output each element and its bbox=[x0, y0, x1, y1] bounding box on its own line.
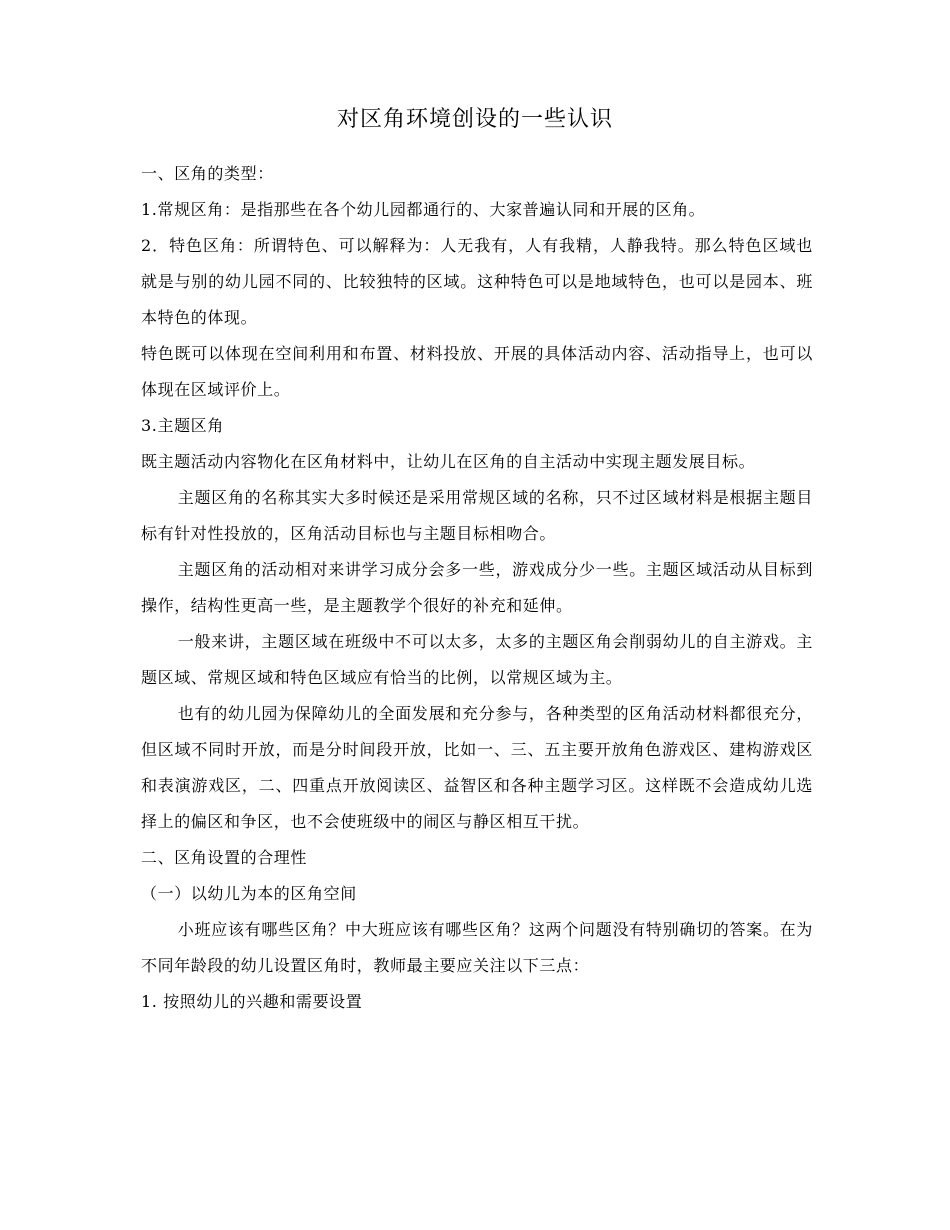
paragraph: 主题区角的活动相对来讲学习成分会多一些，游戏成分少一些。主题区域活动从目标到操作，结构性更高一些，是主题教学个很好的补充和延伸。 bbox=[141, 560, 813, 615]
document-title: 对区角环境创设的一些认识 bbox=[336, 107, 613, 132]
paragraph: 主题区角的名称其实大多时候还是采用常规区域的名称，只不过区域材料是根据主题目标有针对性投放的，区角活动目标也与主题目标相吻合。 bbox=[141, 488, 813, 543]
paragraph: 二、区角设置的合理性 bbox=[141, 848, 308, 867]
paragraph: 也有的幼儿园为保障幼儿的全面发展和充分参与，各种类型的区角活动材料都很充分，但区域不同时开放，而是分时间段开放，比如一、三、五主要开放角色游戏区、建构游戏区和表演游戏区，二、四重点开放阅读区、益智区和各种主题学习区。这样既不会造成幼儿选择上的偏区和争区，也不会使班级中的闹区与静区相互干扰。 bbox=[141, 704, 813, 831]
paragraph: 一般来讲，主题区域在班级中不可以太多，太多的主题区角会削弱幼儿的自主游戏。主题区域、常规区域和特色区域应有恰当的比例，以常规区域为主。 bbox=[141, 632, 813, 687]
paragraph: 特色既可以体现在空间利用和布置、材料投放、开展的具体活动内容、活动指导上，也可以体现在区域评价上。 bbox=[141, 344, 813, 399]
paragraph: 1. 按照幼儿的兴趣和需要设置 bbox=[141, 992, 363, 1011]
paragraph: 一、区角的类型： bbox=[141, 164, 274, 183]
paragraph: 2．特色区角：所谓特色、可以解释为：人无我有，人有我精，人静我特。那么特色区域也就是与别的幼儿园不同的、比较独特的区域。这种特色可以是地域特色，也可以是园本、班本特色的体现。 bbox=[141, 236, 813, 327]
paragraph: 1.常规区角：是指那些在各个幼儿园都通行的、大家普遍认同和开展的区角。 bbox=[141, 200, 706, 219]
paragraph: 小班应该有哪些区角？中大班应该有哪些区角？这两个问题没有特别确切的答案。在为不同年龄段的幼儿设置区角时，教师最主要应关注以下三点： bbox=[141, 920, 813, 975]
paragraph: （一）以幼儿为本的区角空间 bbox=[141, 884, 357, 903]
document-body bbox=[141, 156, 813, 1020]
paragraph: 既主题活动内容物化在区角材料中，让幼儿在区角的自主活动中实现主题发展目标。 bbox=[141, 452, 756, 471]
paragraph: 3.主题区角 bbox=[141, 416, 224, 435]
